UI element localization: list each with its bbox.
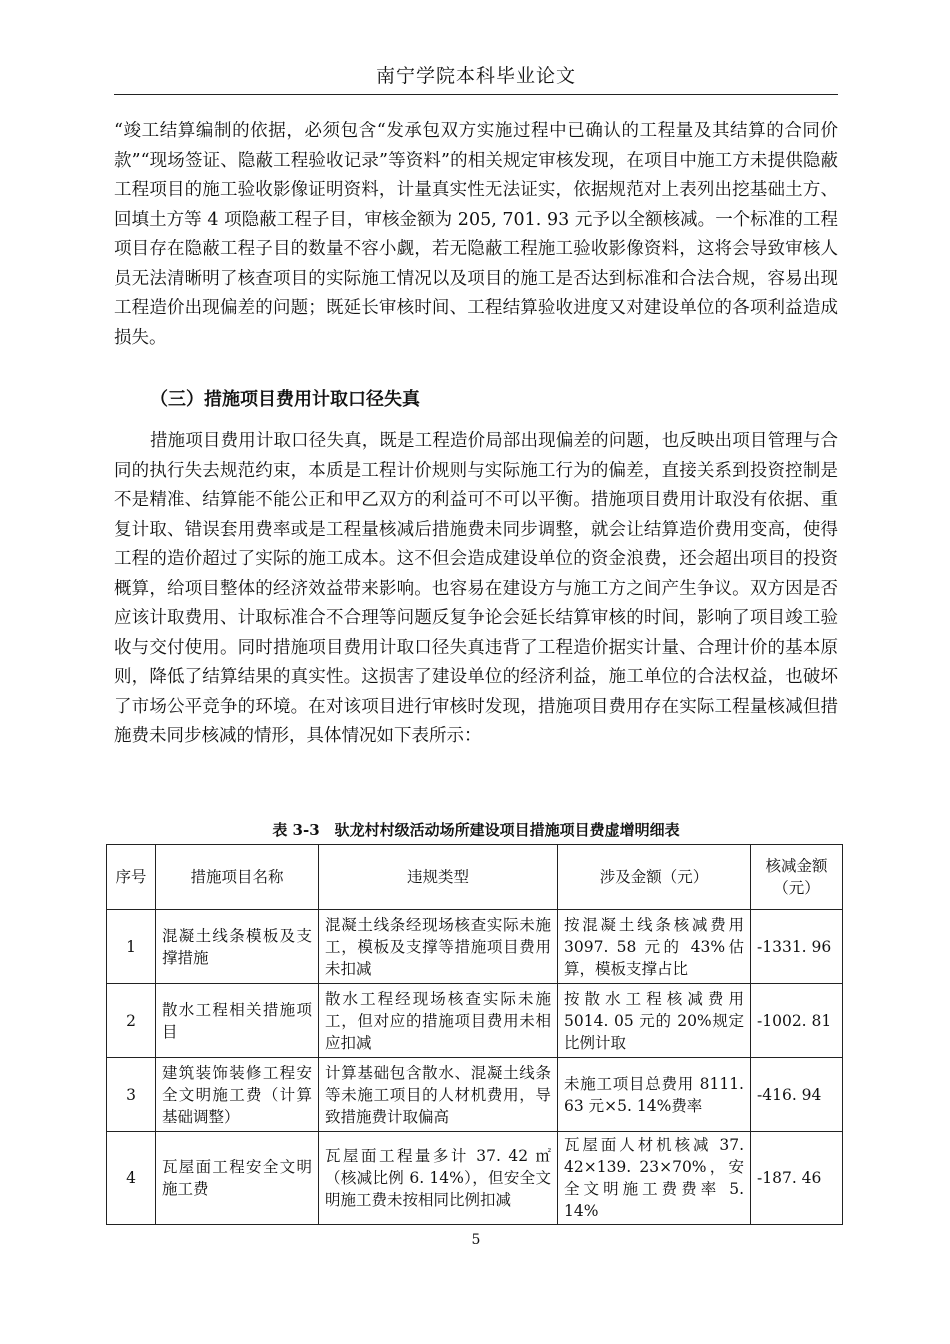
header-name: 措施项目名称 (156, 845, 319, 910)
cell-type: 瓦屋面工程量多计 37. 42 ㎡（核减比例 6. 14%），但安全文明施工费未按相同比例扣减 (319, 1132, 558, 1225)
cell-no: 4 (107, 1132, 156, 1225)
cell-reduction: -1002. 81 (751, 984, 843, 1058)
cell-name: 混凝土线条模板及支撑措施 (156, 910, 319, 984)
cell-amount: 未施工项目总费用 8111. 63 元×5. 14%费率 (558, 1058, 751, 1132)
cell-reduction: -187. 46 (751, 1132, 843, 1225)
header-no: 序号 (107, 845, 156, 910)
table-row (107, 1058, 843, 1132)
table-row (107, 984, 843, 1058)
cell-amount: 瓦屋面人材机核减 37. 42×139. 23×70%，安全文明施工费费率 5. 14% (558, 1132, 751, 1225)
cell-no: 3 (107, 1058, 156, 1132)
running-header: 南宁学院本科毕业论文 (375, 65, 576, 87)
header-amount: 涉及金额（元） (558, 845, 751, 910)
cell-amount: 按混凝土线条核减费用 3097. 58 元的 43%估算，模板支撑占比 (558, 910, 751, 984)
cell-name: 散水工程相关措施项目 (156, 984, 319, 1058)
cell-amount: 按散水工程核减费用 5014. 05 元的 20%规定比例计取 (558, 984, 751, 1058)
table-row (107, 1132, 843, 1225)
table-header-row (107, 845, 843, 910)
cell-name: 瓦屋面工程安全文明施工费 (156, 1132, 319, 1225)
table-caption: 表 3-3 驮龙村村级活动场所建设项目措施项目费虚增明细表 (272, 821, 680, 839)
table-row (107, 910, 843, 984)
header-reduction: 核减金额（元） (751, 845, 843, 910)
cell-reduction: -1331. 96 (751, 910, 843, 984)
page-number: 5 (471, 1232, 481, 1248)
measure-fee-table (106, 844, 843, 1225)
body-paragraph-2: 措施项目费用计取口径失真，既是工程造价局部出现偏差的问题，也反映出项目管理与合同的执行失去规范约束，本质是工程计价规则与实际施工行为的偏差，直接关系到投资控制是不是精准、结算能不能公正和甲乙双方的利益可不可以平衡。措施项目费用计取没有依据、重复计取、错误套用费率或是工程量核减后措施费未同步调整，就会让结算造价费用变高，使得工程的造价超过了实际的施工成本。这不但会造成建设单位的资金浪费，还会超出项目的投资概算，给项目整体的经济效益带来影响。也容易在建设方与施工方之间产生争议。双方因是否应该计取费用、计取标准合不合理等问题反复争论会延长结算审核的时间，影响了项目竣工验收与交付使用。同时措施项目费用计取口径失真违背了工程造价据实计量、合理计价的基本原则，降低了结算结果的真实性。这损害了建设单位的经济利益，施工单位的合法权益，也破坏了市场公平竞争的环境。在对该项目进行审核时发现，措施项目费用存在实际工程量核减但措施费未同步核减的情形，具体情况如下表所示： (114, 431, 838, 746)
cell-type: 散水工程经现场核查实际未施工，但对应的措施项目费用未相应扣减 (319, 984, 558, 1058)
body-paragraph-1: “竣工结算编制的依据，必须包含“发承包双方实施过程中已确认的工程量及其结算的合同价款”“现场签证、隐蔽工程验收记录”等资料”的相关规定审核发现，在项目中施工方未提供隐蔽工程项目的施工验收影像证明资料，计量真实性无法证实，依据规范对上表列出挖基础土方、回填土方等 4 项隐蔽工程子目，审核金额为 205, 701. 93 元予以全额核减。一个标准的工程项目存在隐蔽工程子目的数量不容小觑，若无隐蔽工程施工验收影像资料，这将会导致审核人员无法清晰明了核查项目的实际施工情况以及项目的施工是否达到标准和合法合规，容易出现工程造价出现偏差的问题；既延长审核时间、工程结算验收进度又对建设单位的各项利益造成损失。 (114, 121, 838, 348)
cell-no: 2 (107, 984, 156, 1058)
cell-type: 混凝土线条经现场核查实际未施工，模板及支撑等措施项目费用未扣减 (319, 910, 558, 984)
cell-no: 1 (107, 910, 156, 984)
cell-type: 计算基础包含散水、混凝土线条等未施工项目的人材机费用，导致措施费计取偏高 (319, 1058, 558, 1132)
header-rule (114, 94, 838, 95)
cell-reduction: -416. 94 (751, 1058, 843, 1132)
header-type: 违规类型 (319, 845, 558, 910)
cell-name: 建筑装饰装修工程安全文明施工费（计算基础调整） (156, 1058, 319, 1132)
section-heading: （三）措施项目费用计取口径失真 (150, 389, 420, 410)
